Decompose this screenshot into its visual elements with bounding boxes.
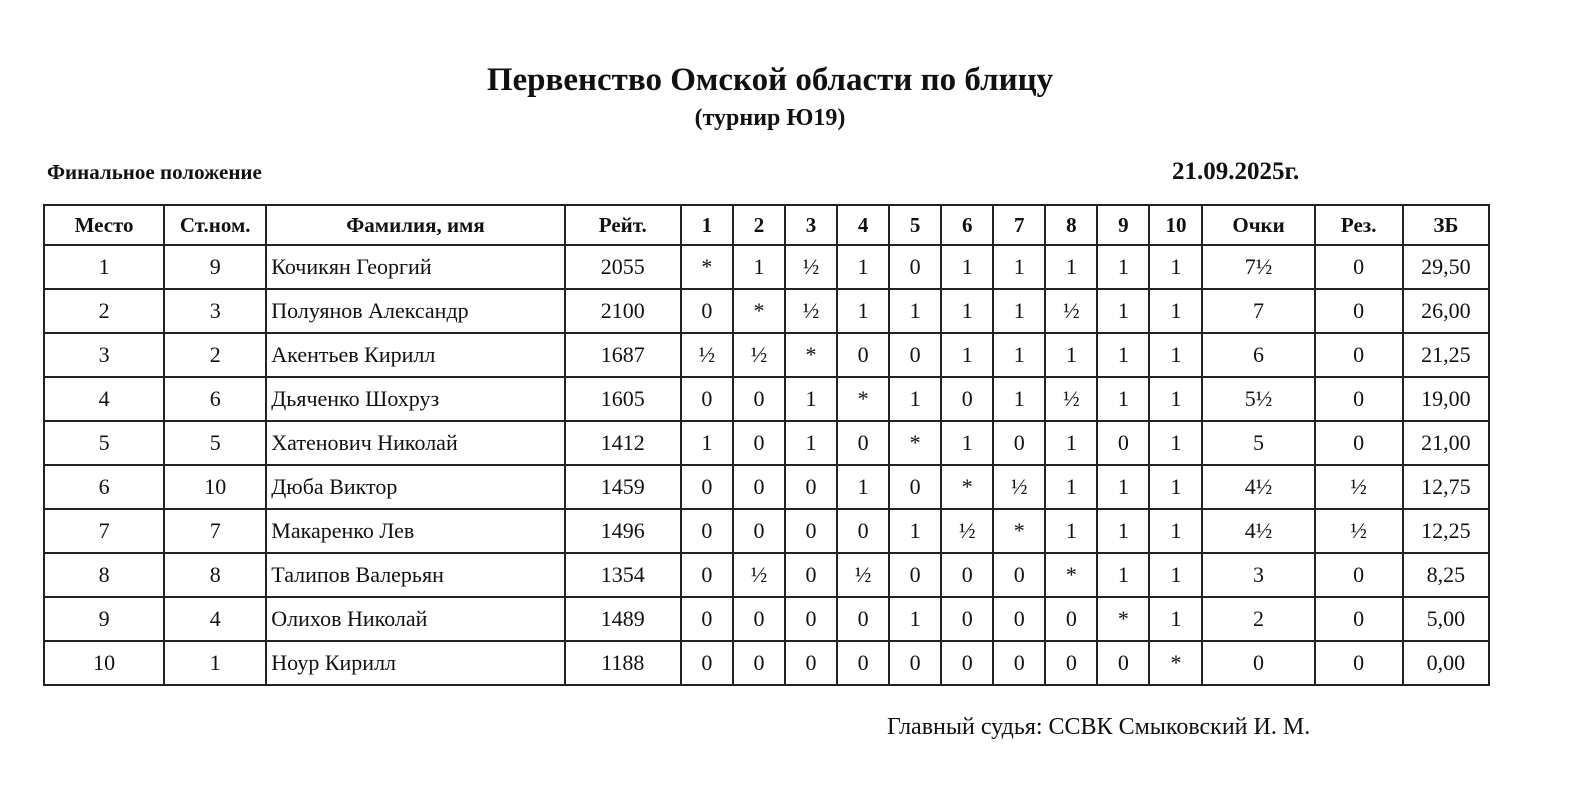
cell-round-5: 1 xyxy=(889,377,941,421)
table-row xyxy=(44,245,1489,289)
cell-round-3: ½ xyxy=(785,289,837,333)
cell-start-number: 9 xyxy=(164,245,266,289)
cell-round-9: 1 xyxy=(1097,553,1149,597)
cell-round-3: * xyxy=(785,333,837,377)
cell-place: 9 xyxy=(44,597,164,641)
cell-points: 2 xyxy=(1202,597,1314,641)
cell-player-name: Полуянов Александр xyxy=(266,289,564,333)
table-row xyxy=(44,289,1489,333)
cell-rating: 1354 xyxy=(565,553,681,597)
cell-round-10: 1 xyxy=(1149,465,1202,509)
cell-rating: 1605 xyxy=(565,377,681,421)
cell-round-2: 0 xyxy=(733,465,785,509)
column-header-place: Место xyxy=(44,205,164,245)
cell-round-10: * xyxy=(1149,641,1202,685)
cell-round-7: 0 xyxy=(993,597,1045,641)
cell-tiebreak-result: 0 xyxy=(1315,553,1403,597)
cell-place: 2 xyxy=(44,289,164,333)
cell-points: 5 xyxy=(1202,421,1314,465)
cell-player-name: Дюба Виктор xyxy=(266,465,564,509)
cell-round-9: 1 xyxy=(1097,333,1149,377)
cell-round-8: 1 xyxy=(1045,333,1097,377)
cell-round-4: * xyxy=(837,377,889,421)
cell-round-2: * xyxy=(733,289,785,333)
column-header-points: Очки xyxy=(1202,205,1314,245)
column-header-round-3: 3 xyxy=(785,205,837,245)
cell-round-2: 0 xyxy=(733,641,785,685)
cell-player-name: Талипов Валерьян xyxy=(266,553,564,597)
cell-round-3: 0 xyxy=(785,597,837,641)
cell-round-4: 1 xyxy=(837,465,889,509)
column-header-player-name: Фамилия, имя xyxy=(266,205,564,245)
cell-points: 5½ xyxy=(1202,377,1314,421)
cell-round-4: 0 xyxy=(837,333,889,377)
cell-berger-score: 26,00 xyxy=(1403,289,1489,333)
column-header-round-2: 2 xyxy=(733,205,785,245)
table-row xyxy=(44,465,1489,509)
cell-round-8: 1 xyxy=(1045,465,1097,509)
cell-round-10: 1 xyxy=(1149,289,1202,333)
cell-points: 4½ xyxy=(1202,509,1314,553)
cell-round-2: 0 xyxy=(733,509,785,553)
cell-round-4: 0 xyxy=(837,641,889,685)
cell-berger-score: 21,25 xyxy=(1403,333,1489,377)
cell-round-3: 0 xyxy=(785,641,837,685)
cell-rating: 1459 xyxy=(565,465,681,509)
cell-round-3: ½ xyxy=(785,245,837,289)
column-header-round-9: 9 xyxy=(1097,205,1149,245)
cell-round-9: 0 xyxy=(1097,641,1149,685)
table-row xyxy=(44,597,1489,641)
cell-round-8: 0 xyxy=(1045,641,1097,685)
column-header-round-5: 5 xyxy=(889,205,941,245)
cell-berger-score: 19,00 xyxy=(1403,377,1489,421)
cell-tiebreak-result: 0 xyxy=(1315,245,1403,289)
cell-round-7: ½ xyxy=(993,465,1045,509)
cell-round-6: ½ xyxy=(941,509,993,553)
cell-round-8: 1 xyxy=(1045,421,1097,465)
cell-start-number: 3 xyxy=(164,289,266,333)
cell-rating: 1496 xyxy=(565,509,681,553)
cell-round-2: 0 xyxy=(733,421,785,465)
table-row xyxy=(44,641,1489,685)
cell-round-5: 0 xyxy=(889,333,941,377)
cell-start-number: 7 xyxy=(164,509,266,553)
cell-round-8: * xyxy=(1045,553,1097,597)
cell-round-4: 1 xyxy=(837,245,889,289)
cell-round-6: 0 xyxy=(941,553,993,597)
cell-round-1: 0 xyxy=(681,509,733,553)
cell-round-7: 0 xyxy=(993,641,1045,685)
column-header-start-number: Ст.ном. xyxy=(164,205,266,245)
cell-points: 7½ xyxy=(1202,245,1314,289)
cell-round-2: ½ xyxy=(733,333,785,377)
cell-berger-score: 12,25 xyxy=(1403,509,1489,553)
cell-player-name: Макаренко Лев xyxy=(266,509,564,553)
cell-round-10: 1 xyxy=(1149,333,1202,377)
cell-round-8: ½ xyxy=(1045,289,1097,333)
cell-player-name: Дьяченко Шохруз xyxy=(266,377,564,421)
cell-place: 6 xyxy=(44,465,164,509)
document-subtitle: (турнир Ю19) xyxy=(694,105,846,131)
cell-round-3: 1 xyxy=(785,377,837,421)
cell-round-9: 1 xyxy=(1097,289,1149,333)
cell-start-number: 5 xyxy=(164,421,266,465)
cell-tiebreak-result: 0 xyxy=(1315,641,1403,685)
cell-round-5: 1 xyxy=(889,509,941,553)
cell-round-1: 0 xyxy=(681,597,733,641)
cell-round-5: 0 xyxy=(889,641,941,685)
cell-round-3: 1 xyxy=(785,421,837,465)
cell-tiebreak-result: ½ xyxy=(1315,465,1403,509)
cell-round-6: 1 xyxy=(941,245,993,289)
cell-rating: 1687 xyxy=(565,333,681,377)
tournament-date: 21.09.2025г. xyxy=(1172,158,1300,185)
cell-berger-score: 21,00 xyxy=(1403,421,1489,465)
cell-round-5: 1 xyxy=(889,597,941,641)
cell-start-number: 6 xyxy=(164,377,266,421)
chief-arbiter: Главный судья: ССВК Смыковский И. М. xyxy=(887,714,1311,740)
column-header-tiebreak-result: Рез. xyxy=(1315,205,1403,245)
table-body xyxy=(44,245,1489,685)
table-row xyxy=(44,421,1489,465)
cell-round-2: ½ xyxy=(733,553,785,597)
cell-start-number: 8 xyxy=(164,553,266,597)
cell-tiebreak-result: 0 xyxy=(1315,421,1403,465)
cell-round-4: 0 xyxy=(837,509,889,553)
cell-rating: 2055 xyxy=(565,245,681,289)
table-row xyxy=(44,553,1489,597)
cell-round-1: 1 xyxy=(681,421,733,465)
cell-round-9: 1 xyxy=(1097,509,1149,553)
table-row xyxy=(44,333,1489,377)
cell-round-6: 0 xyxy=(941,597,993,641)
cell-round-7: 1 xyxy=(993,333,1045,377)
cell-player-name: Хатенович Николай xyxy=(266,421,564,465)
cell-points: 0 xyxy=(1202,641,1314,685)
cell-round-8: ½ xyxy=(1045,377,1097,421)
cell-round-1: * xyxy=(681,245,733,289)
column-header-round-4: 4 xyxy=(837,205,889,245)
column-header-round-8: 8 xyxy=(1045,205,1097,245)
cell-round-6: * xyxy=(941,465,993,509)
cell-place: 8 xyxy=(44,553,164,597)
cell-round-3: 0 xyxy=(785,465,837,509)
cell-start-number: 10 xyxy=(164,465,266,509)
cell-round-5: * xyxy=(889,421,941,465)
cell-round-7: 0 xyxy=(993,421,1045,465)
cell-place: 5 xyxy=(44,421,164,465)
cell-round-1: 0 xyxy=(681,465,733,509)
cell-round-8: 1 xyxy=(1045,245,1097,289)
cell-round-5: 0 xyxy=(889,245,941,289)
column-header-round-10: 10 xyxy=(1149,205,1202,245)
cell-round-3: 0 xyxy=(785,553,837,597)
cell-round-9: 1 xyxy=(1097,245,1149,289)
cell-round-1: 0 xyxy=(681,641,733,685)
cell-round-10: 1 xyxy=(1149,421,1202,465)
cell-round-7: 1 xyxy=(993,245,1045,289)
cell-round-7: 1 xyxy=(993,377,1045,421)
cell-place: 10 xyxy=(44,641,164,685)
cell-round-5: 1 xyxy=(889,289,941,333)
cell-tiebreak-result: 0 xyxy=(1315,333,1403,377)
standings-table xyxy=(43,204,1490,686)
cell-berger-score: 5,00 xyxy=(1403,597,1489,641)
cell-round-6: 0 xyxy=(941,377,993,421)
cell-points: 4½ xyxy=(1202,465,1314,509)
cell-round-6: 1 xyxy=(941,333,993,377)
cell-round-4: 0 xyxy=(837,597,889,641)
cell-round-6: 0 xyxy=(941,641,993,685)
cell-round-7: 1 xyxy=(993,289,1045,333)
cell-points: 6 xyxy=(1202,333,1314,377)
cell-round-10: 1 xyxy=(1149,509,1202,553)
cell-round-8: 1 xyxy=(1045,509,1097,553)
cell-round-2: 1 xyxy=(733,245,785,289)
cell-tiebreak-result: 0 xyxy=(1315,289,1403,333)
cell-round-5: 0 xyxy=(889,465,941,509)
cell-round-1: 0 xyxy=(681,553,733,597)
cell-round-4: ½ xyxy=(837,553,889,597)
cell-place: 4 xyxy=(44,377,164,421)
cell-berger-score: 0,00 xyxy=(1403,641,1489,685)
cell-round-9: 0 xyxy=(1097,421,1149,465)
cell-tiebreak-result: ½ xyxy=(1315,509,1403,553)
standings-caption: Финальное положение xyxy=(47,160,262,184)
cell-round-10: 1 xyxy=(1149,553,1202,597)
cell-start-number: 1 xyxy=(164,641,266,685)
cell-round-1: ½ xyxy=(681,333,733,377)
cell-round-9: * xyxy=(1097,597,1149,641)
cell-player-name: Акентьев Кирилл xyxy=(266,333,564,377)
cell-start-number: 4 xyxy=(164,597,266,641)
cell-start-number: 2 xyxy=(164,333,266,377)
cell-round-4: 1 xyxy=(837,289,889,333)
column-header-round-1: 1 xyxy=(681,205,733,245)
cell-player-name: Кочикян Георгий xyxy=(266,245,564,289)
table-row xyxy=(44,509,1489,553)
cell-place: 3 xyxy=(44,333,164,377)
cell-round-2: 0 xyxy=(733,597,785,641)
cell-place: 1 xyxy=(44,245,164,289)
cell-round-10: 1 xyxy=(1149,245,1202,289)
cell-round-2: 0 xyxy=(733,377,785,421)
cell-tiebreak-result: 0 xyxy=(1315,597,1403,641)
table-row xyxy=(44,377,1489,421)
cell-round-9: 1 xyxy=(1097,377,1149,421)
cell-round-1: 0 xyxy=(681,289,733,333)
cell-round-10: 1 xyxy=(1149,377,1202,421)
cell-round-6: 1 xyxy=(941,289,993,333)
cell-points: 3 xyxy=(1202,553,1314,597)
column-header-berger-score: ЗБ xyxy=(1403,205,1489,245)
cell-berger-score: 29,50 xyxy=(1403,245,1489,289)
cell-round-8: 0 xyxy=(1045,597,1097,641)
table-header-row xyxy=(44,205,1489,245)
cell-points: 7 xyxy=(1202,289,1314,333)
cell-player-name: Олихов Николай xyxy=(266,597,564,641)
cell-player-name: Ноур Кирилл xyxy=(266,641,564,685)
cell-berger-score: 12,75 xyxy=(1403,465,1489,509)
cell-round-7: * xyxy=(993,509,1045,553)
column-header-rating: Рейт. xyxy=(565,205,681,245)
document-title: Первенство Омской области по блицу xyxy=(486,62,1054,98)
column-header-round-6: 6 xyxy=(941,205,993,245)
cell-rating: 1188 xyxy=(565,641,681,685)
column-header-round-7: 7 xyxy=(993,205,1045,245)
cell-round-10: 1 xyxy=(1149,597,1202,641)
cell-round-1: 0 xyxy=(681,377,733,421)
cell-round-4: 0 xyxy=(837,421,889,465)
cell-berger-score: 8,25 xyxy=(1403,553,1489,597)
cell-place: 7 xyxy=(44,509,164,553)
cell-round-5: 0 xyxy=(889,553,941,597)
cell-round-9: 1 xyxy=(1097,465,1149,509)
cell-rating: 2100 xyxy=(565,289,681,333)
cell-round-6: 1 xyxy=(941,421,993,465)
cell-tiebreak-result: 0 xyxy=(1315,377,1403,421)
cell-rating: 1412 xyxy=(565,421,681,465)
cell-rating: 1489 xyxy=(565,597,681,641)
cell-round-7: 0 xyxy=(993,553,1045,597)
cell-round-3: 0 xyxy=(785,509,837,553)
